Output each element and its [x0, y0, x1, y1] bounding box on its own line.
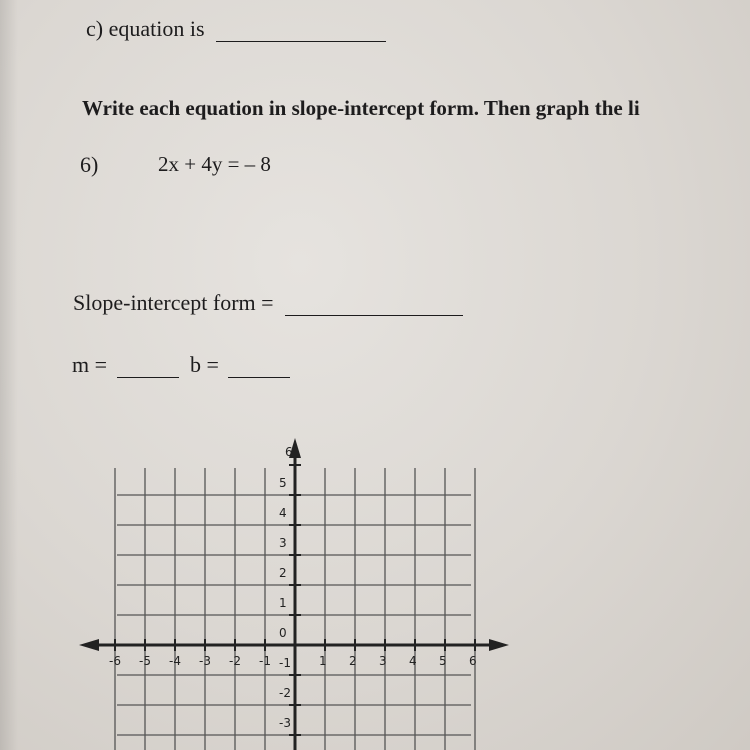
x-tick-label: 1	[319, 654, 327, 668]
slope-intercept-label: Slope-intercept form =	[73, 290, 274, 315]
y-tick-label: 1	[279, 596, 287, 610]
x-axis-right-arrow	[489, 639, 509, 651]
x-tick-label: 5	[439, 654, 447, 668]
b-label: b =	[190, 352, 219, 377]
x-tick-label: -6	[109, 654, 121, 668]
part-c-text: equation is	[108, 16, 205, 41]
x-tick-label: -4	[169, 654, 181, 668]
x-tick-label: 6	[469, 654, 477, 668]
instructions-text: Write each equation in slope-intercept form. Then graph the li	[82, 96, 640, 120]
y-tick-label: 3	[279, 536, 287, 550]
y-tick-label: -3	[279, 716, 291, 730]
y-tick-label: 0	[279, 626, 287, 640]
y-tick-label: 5	[279, 476, 287, 490]
x-tick-label: -5	[139, 654, 151, 668]
y-tick-label: 2	[279, 566, 287, 580]
m-label: m =	[72, 352, 108, 377]
y-tick-label: -1	[279, 656, 291, 670]
part-c-label: c)	[86, 16, 104, 41]
x-tick-label: 4	[409, 654, 417, 668]
x-tick-label: -2	[229, 654, 241, 668]
y-tick-label: -2	[279, 686, 291, 700]
x-tick-label: -3	[199, 654, 211, 668]
y-top-label: 6	[285, 445, 293, 459]
axis-labels	[109, 445, 477, 730]
x-tick-label: 3	[379, 654, 387, 668]
problem-equation: 2x + 4y = – 8	[158, 152, 271, 176]
x-axis-left-arrow	[79, 639, 99, 651]
x-tick-label: 2	[349, 654, 357, 668]
x-tick-label: -1	[259, 654, 271, 668]
y-tick-label: 4	[279, 506, 287, 520]
problem-number: 6)	[80, 152, 99, 177]
